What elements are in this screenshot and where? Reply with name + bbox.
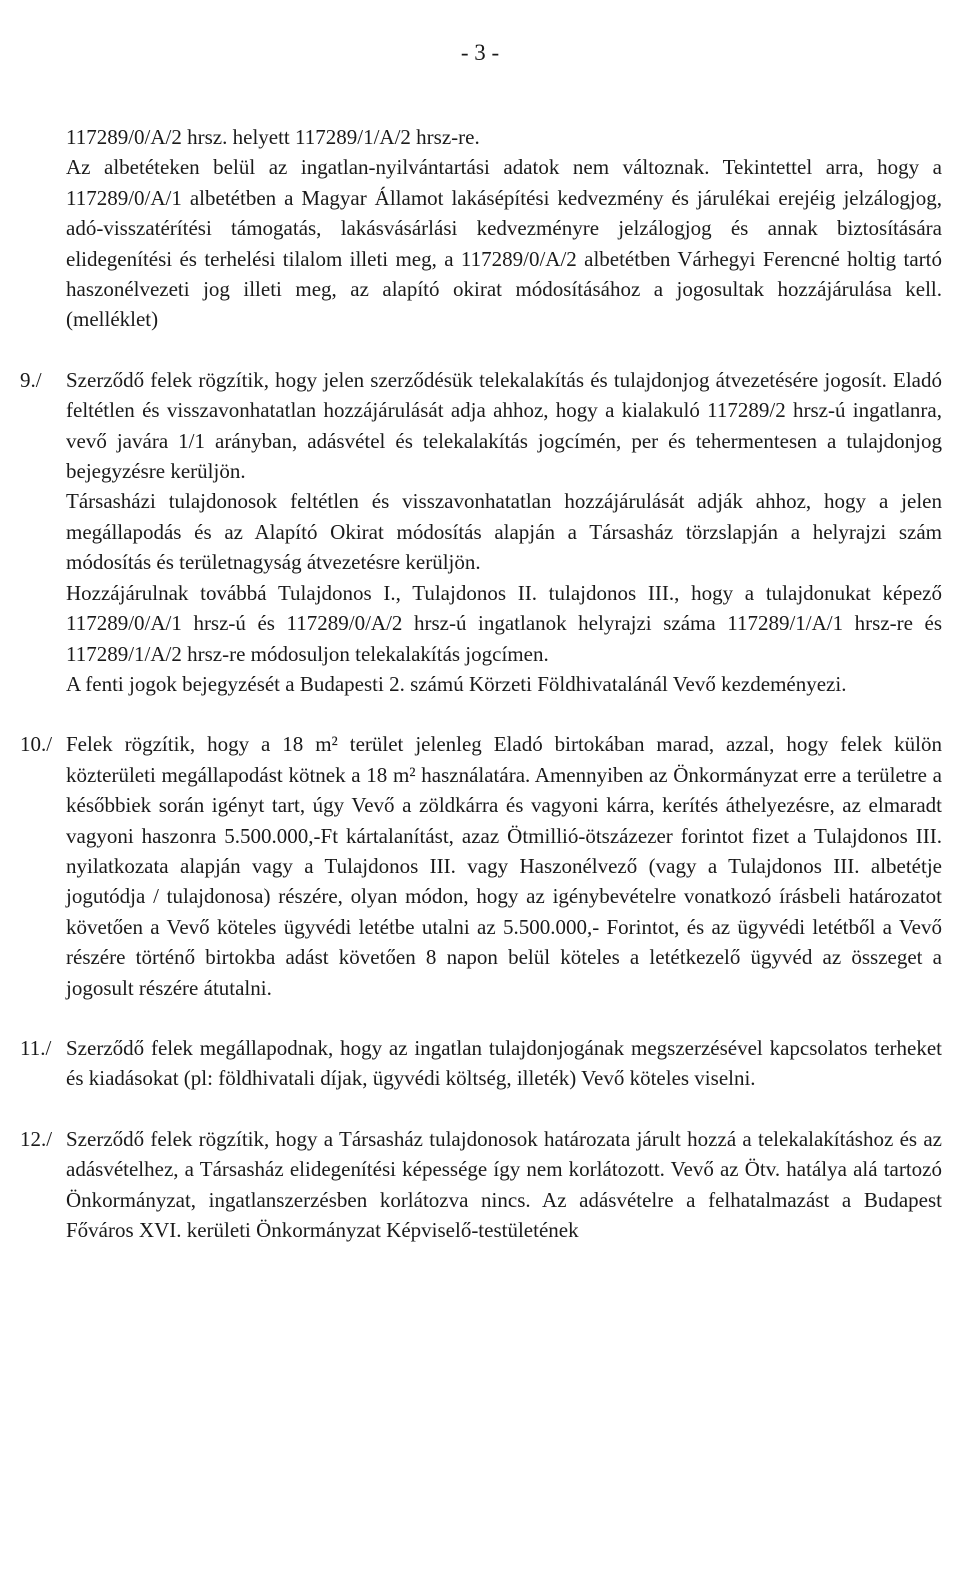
section-paragraph: Szerződő felek rögzítik, hogy jelen szerződésük telekalakítás és tulajdonjog átvezetésére jogosít. Eladó feltétlen és visszavonhatatlan hozzájárulását adja ahhoz, hogy a kialakuló 117289/2 hrsz-ú ingatlanra, vevő javára 1/1 arányban, adásvétel és telekalakítás jogcímén, per és tehermentesen a tulajdonjog bejegyzésre kerüljön. [66, 367, 942, 484]
section-paragraph: Felek rögzítik, hogy a 18 m² terület jelenleg Eladó birtokában marad, azzal, hogy felek külön közterületi megállapodást kötnek a 18 m² használatára. Amennyiben az Önkormányzat erre a területre a későbbiek során igényt tart, úgy Vevő a zöldkárra és vagyoni kárra, kerítés áthelyezésre, az elmaradt vagyoni haszonra 5.500.000,-Ft kártalanítást, azaz Ötmillió-ötszázezer forintot fizet a Tulajdonos III. nyilatkozata alapján vagy a Tulajdonos III. vagy Haszonélvező (vagy a Tulajdonos III. albetétje jogutódja / tulajdonosa) részére, olyan módon, hogy az igénybevételre vonatkozó írásbeli határozatot követően a Vevő köteles ügyvédi letétbe utalni az 5.500.000,- Forintot, és az ügyvédi letétből a Vevő részére történő birtokba adást követően 8 napon belül köteles a letétkezelő ügyvéd az összeget a jogosult részére átutalni. [66, 732, 942, 1000]
document-body [0, 122, 960, 1245]
section-9 [0, 365, 942, 699]
section-number: 12./ [20, 1126, 53, 1151]
section-number: 10./ [20, 732, 53, 757]
section-10 [0, 729, 942, 1003]
intro-line-2: Az albetéteken belül az ingatlan-nyilvántartási adatok nem változnak. Tekintettel arra, hogy a 117289/0/A/1 albetétben a Magyar Államot lakásépítési kedvezmény és járulékai erejéig jelzálogjog, adó-visszatérítési támogatás, lakásvásárlási kedvezményre jelzálogjog és annak biztosítására elidegenítési és terhelési tilalom illeti meg, a 117289/0/A/2 albetétben Várhegyi Ferencné holtig tartó haszonélvezeti jog illeti meg, az alapító okirat módosításához a jogosultak hozzájárulása kell. (melléklet) [66, 155, 942, 332]
section-number: 11./ [20, 1035, 52, 1060]
section-number: 9./ [20, 367, 42, 392]
section-11 [0, 1033, 942, 1094]
intro-block [0, 122, 942, 335]
section-12 [0, 1124, 942, 1246]
section-paragraph: Szerződő felek megállapodnak, hogy az ingatlan tulajdonjogának megszerzésével kapcsolatos terheket és kiadásokat (pl: földhivatali díjak, ügyvédi költség, illeték) Vevő köteles viselni. [66, 1035, 942, 1091]
section-paragraph: A fenti jogok bejegyzését a Budapesti 2. számú Körzeti Földhivatalánál Vevő kezdeményezi. [66, 671, 847, 696]
section-paragraph: Hozzájárulnak továbbá Tulajdonos I., Tulajdonos II. tulajdonos III., hogy a tulajdonukat képező 117289/0/A/1 hrsz-ú és 117289/0/A/2 hrsz-ú ingatlanok helyrajzi száma 117289/1/A/1 hrsz-re és 117289/1/A/2 hrsz-re módosuljon telekalakítás jogcímen. [66, 580, 942, 666]
section-paragraph: Társasházi tulajdonosok feltétlen és visszavonhatatlan hozzájárulását adják ahhoz, hogy a jelen megállapodás és az Alapító Okirat módosítás alapján a Társasház törzslapján a helyrajzi szám módosítás és területnagyság átvezetésre kerüljön. [66, 489, 942, 575]
page-number: - 3 - [460, 40, 500, 65]
section-paragraph: Szerződő felek rögzítik, hogy a Társasház tulajdonosok határozata járult hozzá a telekalakításhoz és az adásvételhez, a Társasház elidegenítési képessége így nem korlátozott. Vevő az Ötv. hatálya alá tartozó Önkormányzat, ingatlanszerzésben korlátozva nincs. Az adásvételre a felhatalmazást a Budapest Főváros XVI. kerületi Önkormányzat Képviselő-testületének [66, 1126, 942, 1242]
intro-line-1: 117289/0/A/2 hrsz. helyett 117289/1/A/2 hrsz-re. [66, 125, 480, 149]
